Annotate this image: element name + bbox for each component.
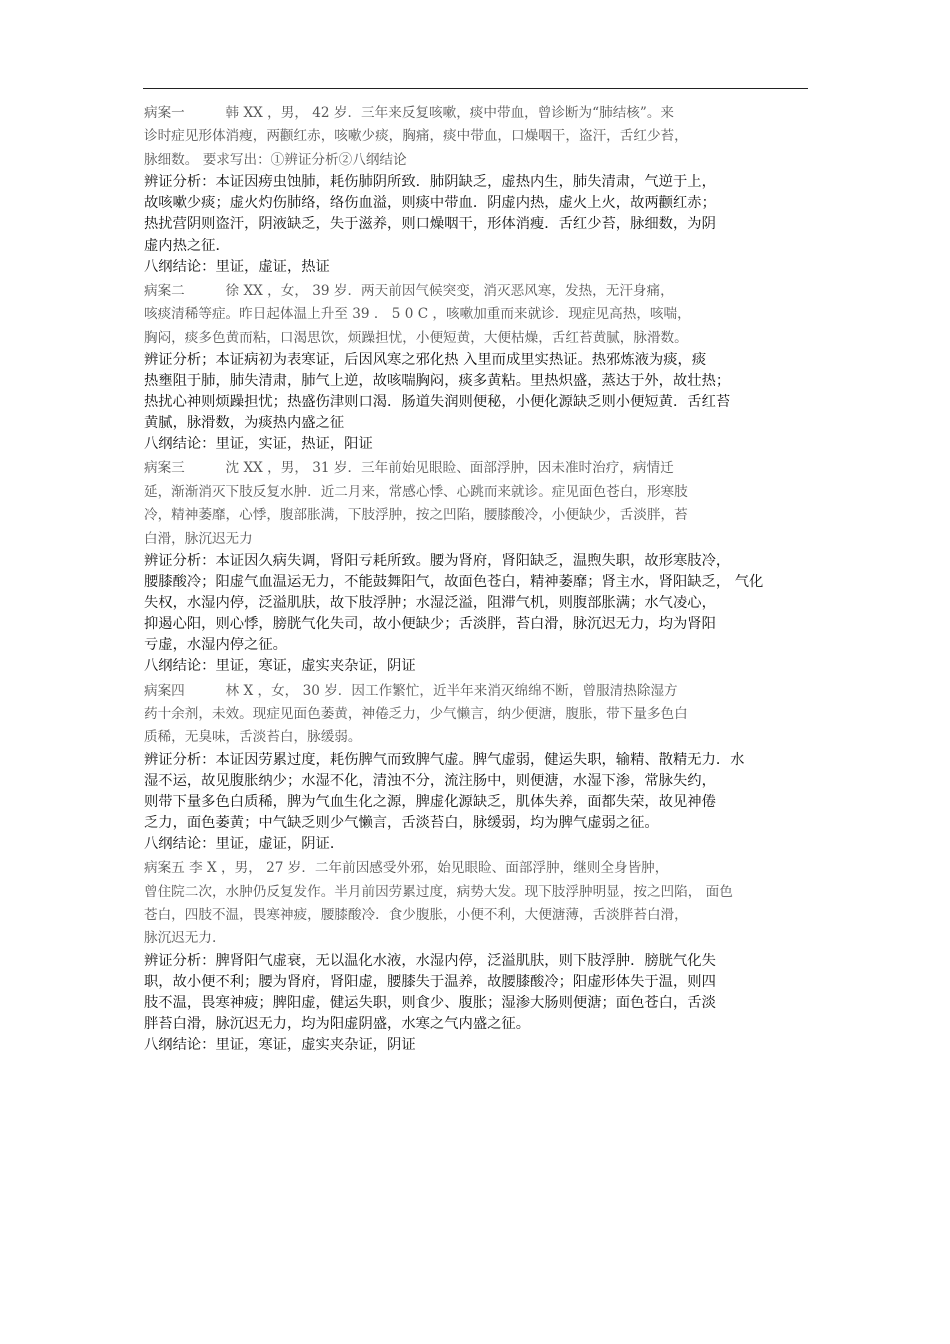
- analysis-line: 则带下量多色白质稀，脾为气血生化之源，脾虚化源缺乏，肌体失养，面都失荣，故见神倦: [144, 793, 716, 810]
- analysis-line: 辨证分析；本证病初为表寒证，后因风寒之邪化热 入里而成里实热证。热邪炼液为痰，痰: [144, 351, 707, 368]
- analysis-line: 热扰营阴则盗汗，阴液缺乏，失于滋养，则口燥咽干，形体消瘦．舌红少苔，脉细数，为阴: [144, 216, 716, 233]
- conclusion-line: 八纲结论：里证，虚证，阴证．: [144, 836, 345, 853]
- analysis-line: 虚内热之征．: [144, 237, 230, 254]
- analysis-line: 故咳嗽少痰；虚火灼伤肺络，络伤血溢，则痰中带血．阴虚内热，虚火上火，故两颧红赤；: [144, 195, 716, 212]
- analysis-line: 胖苔白滑，脉沉迟无力，均为阳虚阴盛，水寒之气内盛之征。: [144, 1016, 531, 1033]
- analysis-line: 辨证分析：本证因劳累过度，耗伤脾气而致脾气虚。脾气虚弱，健运失职，输精、散精无力．水: [144, 751, 745, 768]
- case-text-line: 药十余剂，未效。现症见面色萎黄，神倦乏力，少气懒言，纳少便溏，腹胀，带下量多色白: [144, 705, 688, 722]
- header-rule: [143, 88, 808, 89]
- case-3: [144, 457, 821, 677]
- conclusion-line: 八纲结论：里证，寒证，虚实夹杂证，阴证: [144, 658, 416, 675]
- case-text-line: 白滑，脉沉迟无力: [144, 530, 253, 547]
- analysis-line: 辨证分析：本证因久病失调，肾阳亏耗所致。腰为肾府，肾阳缺乏，温煦失职，故形寒肢冷，: [144, 553, 731, 569]
- document-body: [144, 102, 821, 1058]
- case-text-line: 脉沉迟无力.: [144, 930, 217, 947]
- case-text-line: 冷，精神萎靡，心悸，腹部胀满，下肢浮肿，按之凹陷，腰膝酸冷，小便缺少，舌淡胖，苔: [144, 507, 688, 524]
- case-5: [144, 857, 821, 1056]
- analysis-line: 热扰心神则烦躁担忧；热盛伤津则口渴．肠道失润则便秘，小便化源缺乏则小便短黄．舌红苔: [144, 394, 731, 411]
- analysis-line: 肢不温，畏寒神疲；脾阳虚，健运失职，则食少、腹胀；湿渗大肠则便溏；面色苍白，舌淡: [144, 995, 716, 1012]
- analysis-line: 抑遏心阳，则心悸，膀胱气化失司，故小便缺少；舌淡胖，苔白滑，脉沉迟无力，均为肾阳: [144, 616, 716, 633]
- case-text-line: 诊时症见形体消瘦，两颧红赤，咳嗽少痰，胸痛，痰中带血，口燥咽干，盗汗，舌红少苔，: [144, 128, 688, 145]
- analysis-line: 亏虚，水湿内停之征。: [144, 637, 287, 654]
- conclusion-line: 八纲结论：里证，实证，热证，阳证: [144, 436, 373, 453]
- case-text-line: 曾住院二次，水肿仍反复发作。半月前因劳累过度，病势大发。现下肢浮肿明显，按之凹陷， 面色: [144, 883, 733, 900]
- case-text-line: 胸闷，痰多色黄而粘，口渴思饮，烦躁担忧，小便短黄，大便枯燥，舌红苔黄腻，脉滑数。: [144, 329, 688, 346]
- analysis-line: 辨证分析：本证因痨虫蚀肺，耗伤肺阴所致．肺阴缺乏，虚热内生，肺失清肃，气逆于上，: [144, 174, 716, 191]
- case-text-line: 苍白，四肢不温，畏寒神疲，腰膝酸冷．食少腹胀，小便不利，大便溏薄，舌淡胖苔白滑，: [144, 907, 688, 924]
- case-2: [144, 280, 821, 456]
- case-4: [144, 680, 821, 856]
- case-text-line: 病案三 沈 XX ，男， 31 岁．三年前始见眼睑、面部浮肿，因未准时治疗，病情迁: [144, 460, 674, 477]
- case-text-line: 延，渐渐消灭下肢反复水肿．近二月来，常感心悸、心跳而来就诊。症见面色苍白，形寒肢: [144, 483, 688, 500]
- case-text-line: 质稀，无臭味，舌淡苔白，脉缓弱。: [144, 729, 362, 746]
- analysis-line: 辨证分析：脾肾阳气虚衰，无以温化水液，水湿内停，泛溢肌肤，则下肢浮肿．膀胱气化失: [144, 952, 716, 969]
- case-1: [144, 102, 821, 278]
- case-text-line: 病案二 徐 XX ，女， 39 岁．两天前因气候突变，消灭恶风寒，发热，无汗身痛，: [144, 282, 674, 299]
- analysis-line: 腰膝酸冷；阳虚气血温运无力，不能鼓舞阳气，故面色苍白，精神萎靡；肾主水，肾阳缺乏， 气化: [144, 574, 764, 591]
- analysis-line: 乏力，面色萎黄；中气缺乏则少气懒言，舌淡苔白，脉缓弱，均为脾气虚弱之征。: [144, 815, 659, 832]
- analysis-line: 热壅阻于肺，肺失清肃，肺气上逆，故咳喘胸闷，痰多黄粘。里热炽盛，蒸达于外，故壮热；: [144, 373, 731, 389]
- conclusion-line: 八纲结论：里证，虚证，热证: [144, 258, 330, 275]
- analysis-line: 湿不运，故见腹胀纳少；水湿不化，清浊不分，流注肠中，则便溏，水湿下渗，常脉失约，: [144, 772, 716, 789]
- analysis-line: 黄腻，脉滑数，为痰热内盛之征: [144, 415, 345, 432]
- analysis-line: 职，故小便不利；腰为肾府，肾阳虚，腰膝失于温养，故腰膝酸冷；阳虚形体失于温，则四: [144, 973, 716, 990]
- analysis-line: 失权，水湿内停，泛溢肌肤，故下肢浮肿；水湿泛溢，阻滞气机，则腹部胀满；水气凌心，: [144, 595, 716, 612]
- conclusion-line: 八纲结论：里证，寒证，虚实夹杂证，阴证: [144, 1037, 416, 1054]
- case-text-line: 病案一 韩 XX ，男， 42 岁．三年来反复咳嗽，痰中带血，曾诊断为“肺结核”。来: [144, 105, 675, 121]
- case-text-line: 病案四 林 X ，女， 30 岁．因工作繁忙，近半年来消灭绵绵不断，曾服清热除湿方: [144, 682, 678, 699]
- case-text-line: 脉细数。 要求写出：①辨证分析②八纲结论: [144, 151, 407, 168]
- case-text-line: 病案五 李 X ，男， 27 岁．二年前因感受外邪，始见眼睑、面部浮肿，继则全身皆肿，: [144, 860, 669, 877]
- case-text-line: 咳痰清稀等症。昨日起体温上升至 39 ． 5 0 C ，咳嗽加重而来就诊．现症见高热，咳喘，: [144, 306, 691, 323]
